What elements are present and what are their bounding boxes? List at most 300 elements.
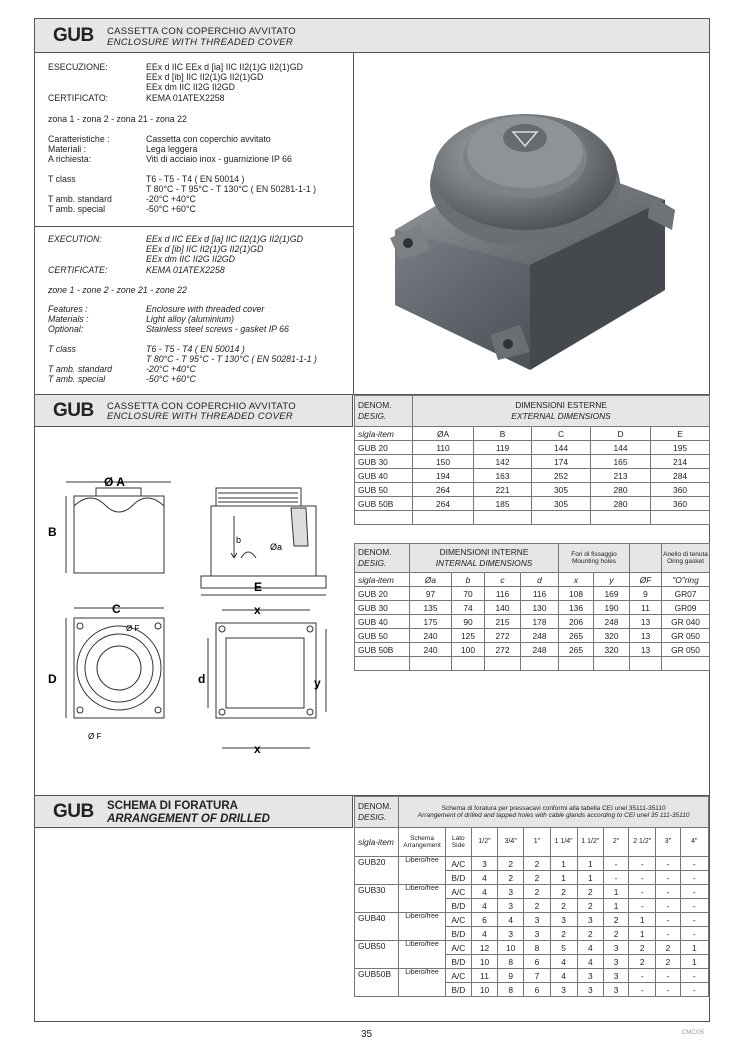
oring-cell bbox=[662, 544, 710, 573]
table-cell: 3 bbox=[550, 983, 577, 997]
drill-note-it: Schema di foratura per pressacavi conformi alla tabella CEI unel 35111-35110 bbox=[441, 804, 666, 812]
col-header: sigla-item bbox=[355, 427, 413, 441]
table-cell: 3 bbox=[550, 913, 577, 927]
holes-en: Mounting holes bbox=[571, 558, 617, 565]
table-cell: GUB 30 bbox=[355, 455, 413, 469]
table-cell: GUB 50 bbox=[355, 483, 413, 497]
table-cell: - bbox=[680, 899, 708, 913]
table-cell: 280 bbox=[591, 497, 651, 511]
table-cell: 3 bbox=[603, 955, 628, 969]
table-cell: 284 bbox=[651, 469, 710, 483]
table-cell: 2 bbox=[629, 955, 656, 969]
table-row bbox=[355, 587, 710, 601]
table-cell: 305 bbox=[532, 497, 591, 511]
dim-a: Ø A bbox=[104, 475, 125, 489]
table-cell: 272 bbox=[485, 629, 521, 643]
table-cell: - bbox=[656, 857, 680, 871]
page-number: 35 bbox=[361, 1029, 373, 1040]
col-header: "O"ring bbox=[662, 573, 710, 587]
table-cell: 2 bbox=[577, 927, 603, 941]
internal-dimensions-table bbox=[354, 543, 710, 671]
label: Materiali : bbox=[48, 144, 87, 154]
table-cell: 264 bbox=[413, 483, 474, 497]
table-cell: 2 bbox=[629, 941, 656, 955]
table-cell: 240 bbox=[410, 643, 452, 657]
value: Enclosure with threaded cover bbox=[146, 304, 265, 314]
table-cell: 108 bbox=[559, 587, 594, 601]
int-title-en: INTERNAL DIMENSIONS bbox=[435, 558, 533, 568]
technical-drawing bbox=[36, 428, 352, 793]
table-cell: 213 bbox=[591, 469, 651, 483]
table-cell: - bbox=[656, 983, 680, 997]
zone-text: zona 1 - zona 2 - zona 21 - zona 22 bbox=[48, 114, 187, 124]
denom-label: DENOM. bbox=[358, 801, 392, 811]
table-cell: 3 bbox=[603, 983, 628, 997]
dim-b: B bbox=[48, 525, 57, 539]
table-cell: 2 bbox=[498, 871, 524, 885]
value: -50°C +60°C bbox=[146, 374, 196, 384]
table-cell: 97 bbox=[410, 587, 452, 601]
table-cell: - bbox=[656, 885, 680, 899]
title-it: CASSETTA CON COPERCHIO AVVITATO bbox=[107, 26, 296, 37]
value: T 80°C - T 95°C - T 130°C ( EN 50281-1-1 ) bbox=[146, 184, 317, 194]
table-cell: 8 bbox=[524, 941, 550, 955]
table-cell: 215 bbox=[485, 615, 521, 629]
table-cell: 150 bbox=[413, 455, 474, 469]
spec-english bbox=[48, 234, 348, 394]
table-cell: 110 bbox=[413, 441, 474, 455]
table-cell: GR09 bbox=[662, 601, 710, 615]
table-cell: - bbox=[680, 913, 708, 927]
group-name: GUB20 bbox=[355, 857, 399, 885]
ext-title-en: EXTERNAL DIMENSIONS bbox=[511, 411, 611, 421]
divider bbox=[35, 226, 353, 227]
int-title-cell bbox=[410, 544, 559, 573]
label: CERTIFICATE: bbox=[48, 265, 108, 275]
value: Cassetta con coperchio avvitato bbox=[146, 134, 271, 144]
col-header: ØF bbox=[630, 573, 662, 587]
label: Materials : bbox=[48, 314, 89, 324]
table-cell: 100 bbox=[452, 643, 485, 657]
table-cell: 125 bbox=[452, 629, 485, 643]
col-header: 2" bbox=[603, 828, 628, 857]
table-cell: 240 bbox=[410, 629, 452, 643]
table-cell: 142 bbox=[474, 455, 532, 469]
table-cell: - bbox=[680, 927, 708, 941]
oring-it: Anello di tenuta bbox=[663, 550, 708, 558]
col-header: ØA bbox=[413, 427, 474, 441]
table-cell: 135 bbox=[410, 601, 452, 615]
table-cell: 6 bbox=[524, 955, 550, 969]
table-cell: 119 bbox=[474, 441, 532, 455]
table-cell: GR 050 bbox=[662, 629, 710, 643]
table-cell: 1 bbox=[629, 913, 656, 927]
group-schema: Libero/free bbox=[399, 885, 445, 913]
table-cell: 1 bbox=[550, 871, 577, 885]
table-cell: 2 bbox=[498, 857, 524, 871]
table-cell: 169 bbox=[594, 587, 630, 601]
table-cell: 3 bbox=[498, 885, 524, 899]
table-cell: 175 bbox=[410, 615, 452, 629]
drill-note-en: Arrangement of drilled and tapped holes with cable glands according to CEI unel 35 111-35110 bbox=[417, 812, 690, 819]
table-cell: 4 bbox=[471, 927, 497, 941]
table-cell: 221 bbox=[474, 483, 532, 497]
int-title-it: DIMENSIONI INTERNE bbox=[439, 547, 529, 557]
group-schema: Libero/free bbox=[399, 969, 445, 997]
table-cell: 136 bbox=[559, 601, 594, 615]
value: EEx dm IIC II2G II2GD bbox=[146, 82, 235, 92]
value: Stainless steel screws - gasket IP 66 bbox=[146, 324, 289, 334]
col-header: x bbox=[559, 573, 594, 587]
table-cell: 174 bbox=[532, 455, 591, 469]
table-cell: - bbox=[629, 857, 656, 871]
table-cell: - bbox=[680, 983, 708, 997]
drill-note-cell bbox=[399, 797, 709, 828]
table-row bbox=[355, 941, 709, 955]
table-cell: 13 bbox=[630, 615, 662, 629]
table-cell: B/D bbox=[445, 899, 471, 913]
dim-d: D bbox=[48, 672, 57, 686]
table-cell: - bbox=[629, 969, 656, 983]
table-cell: 4 bbox=[498, 913, 524, 927]
table-cell: GUB 50 bbox=[355, 629, 410, 643]
table-cell: 2 bbox=[656, 941, 680, 955]
table-cell: 1 bbox=[680, 955, 708, 969]
table-cell: 165 bbox=[591, 455, 651, 469]
table-cell: - bbox=[656, 913, 680, 927]
value: EEx dm IIC II2G II2GD bbox=[146, 254, 235, 264]
table-cell: 140 bbox=[485, 601, 521, 615]
table-row bbox=[355, 455, 710, 469]
value: EEx d [ib] IIC II2(1)G II2(1)GD bbox=[146, 244, 264, 254]
table-cell: 2 bbox=[577, 885, 603, 899]
table-cell: 265 bbox=[559, 643, 594, 657]
table-cell: - bbox=[680, 871, 708, 885]
table-cell: 130 bbox=[521, 601, 559, 615]
table-cell: - bbox=[656, 927, 680, 941]
dim-ao: Øa bbox=[270, 542, 283, 552]
table-cell: GR 040 bbox=[662, 615, 710, 629]
col-header: sigla-item bbox=[355, 573, 410, 587]
section-header-drilling bbox=[35, 796, 353, 828]
dim-y: y bbox=[314, 676, 321, 690]
table-cell: - bbox=[680, 969, 708, 983]
table-cell: - bbox=[629, 899, 656, 913]
table-cell: 74 bbox=[452, 601, 485, 615]
table-cell: 2 bbox=[577, 899, 603, 913]
value: EEx d IIC EEx d [ia] IIC II2(1)G II2(1)GD bbox=[146, 234, 303, 244]
table-cell: 3 bbox=[577, 913, 603, 927]
table-cell: - bbox=[656, 871, 680, 885]
table-row bbox=[355, 601, 710, 615]
table-cell: GUB 50B bbox=[355, 643, 410, 657]
table-cell: 10 bbox=[498, 941, 524, 955]
table-cell: 4 bbox=[471, 871, 497, 885]
value: Lega leggera bbox=[146, 144, 198, 154]
col-header: c bbox=[485, 573, 521, 587]
table-row bbox=[355, 857, 709, 871]
table-cell: 248 bbox=[521, 643, 559, 657]
table-row bbox=[355, 469, 710, 483]
group-name: GUB40 bbox=[355, 913, 399, 941]
table-row bbox=[355, 643, 710, 657]
table-cell: 116 bbox=[521, 587, 559, 601]
table-cell: 1 bbox=[577, 857, 603, 871]
table-cell: 6 bbox=[524, 983, 550, 997]
dim-e: E bbox=[254, 580, 263, 594]
denom-label: DENOM. bbox=[358, 400, 392, 410]
section-header-enclosure bbox=[35, 19, 709, 53]
table-cell: 10 bbox=[471, 955, 497, 969]
value: KEMA 01ATEX2258 bbox=[146, 93, 225, 103]
dim-f2: Ø F bbox=[88, 732, 102, 741]
table-cell: GR07 bbox=[662, 587, 710, 601]
table-cell: 11 bbox=[630, 601, 662, 615]
value: -50°C +60°C bbox=[146, 204, 196, 214]
table-cell: 2 bbox=[524, 857, 550, 871]
table-cell: 8 bbox=[498, 955, 524, 969]
col-header: 1" bbox=[524, 828, 550, 857]
section-header-dimensions bbox=[35, 395, 353, 427]
table-cell: 2 bbox=[524, 885, 550, 899]
table-cell: - bbox=[656, 969, 680, 983]
col-header: 3" bbox=[656, 828, 680, 857]
col-header: 2 1/2" bbox=[629, 828, 656, 857]
table-cell: 1 bbox=[603, 899, 628, 913]
product-code: GUB bbox=[53, 801, 94, 822]
table-cell: GUB 40 bbox=[355, 469, 413, 483]
label: A richiesta: bbox=[48, 154, 92, 164]
table-cell: 214 bbox=[651, 455, 710, 469]
table-cell: B/D bbox=[445, 871, 471, 885]
col-header: sigla-item bbox=[355, 828, 399, 857]
value: Light alloy (aluminium) bbox=[146, 314, 235, 324]
label: CERTIFICATO: bbox=[48, 93, 109, 103]
title-it: SCHEMA DI FORATURA bbox=[107, 800, 238, 812]
table-cell: 3 bbox=[498, 899, 524, 913]
col-header: D bbox=[591, 427, 651, 441]
table-cell: GUB 40 bbox=[355, 615, 410, 629]
spec-italian bbox=[48, 62, 348, 222]
table-cell: 7 bbox=[524, 969, 550, 983]
table-cell: GR 050 bbox=[662, 643, 710, 657]
dim-x: x bbox=[254, 603, 261, 617]
value: -20°C +40°C bbox=[146, 364, 196, 374]
drilling-table bbox=[354, 796, 709, 997]
table-cell: 12 bbox=[471, 941, 497, 955]
title-en: ARRANGEMENT OF DRILLED bbox=[107, 813, 270, 825]
table-cell: 4 bbox=[550, 955, 577, 969]
col-header: Øa bbox=[410, 573, 452, 587]
label: ESECUZIONE: bbox=[48, 62, 108, 72]
col-header: y bbox=[594, 573, 630, 587]
table-cell: 163 bbox=[474, 469, 532, 483]
table-cell: 3 bbox=[524, 913, 550, 927]
dim-f: Ø F bbox=[126, 624, 140, 633]
table-cell: 265 bbox=[559, 629, 594, 643]
table-cell: 2 bbox=[603, 913, 628, 927]
value: T 80°C - T 95°C - T 130°C ( EN 50281-1-1 ) bbox=[146, 354, 317, 364]
label: T amb. special bbox=[48, 204, 106, 214]
table-cell: 3 bbox=[577, 983, 603, 997]
table-cell: - bbox=[603, 857, 628, 871]
table-cell: 116 bbox=[485, 587, 521, 601]
product-photo bbox=[380, 90, 680, 380]
table-cell: GUB 50B bbox=[355, 497, 413, 511]
label: T amb. standard bbox=[48, 194, 112, 204]
table-cell: 360 bbox=[651, 497, 710, 511]
table-cell: B/D bbox=[445, 927, 471, 941]
group-name: GUB30 bbox=[355, 885, 399, 913]
table-cell: 9 bbox=[498, 969, 524, 983]
col-header: Lato Side bbox=[445, 828, 471, 857]
table-cell: A/C bbox=[445, 885, 471, 899]
title-it: CASSETTA CON COPERCHIO AVVITATO bbox=[107, 401, 296, 412]
table-cell: GUB 30 bbox=[355, 601, 410, 615]
table-cell: 178 bbox=[521, 615, 559, 629]
value: Viti di acciaio inox - guarnizione IP 66 bbox=[146, 154, 292, 164]
table-cell: 144 bbox=[591, 441, 651, 455]
col-header: C bbox=[532, 427, 591, 441]
holes-cell bbox=[559, 544, 630, 573]
dim-dd: d bbox=[198, 672, 206, 686]
table-cell: 4 bbox=[471, 885, 497, 899]
denom-label: DENOM. bbox=[358, 547, 392, 557]
table-cell: 280 bbox=[591, 483, 651, 497]
product-code: GUB bbox=[53, 400, 94, 421]
zone-text: zone 1 - zone 2 - zone 21 - zone 22 bbox=[48, 285, 187, 295]
table-cell: 3 bbox=[471, 857, 497, 871]
value: KEMA 01ATEX2258 bbox=[146, 265, 225, 275]
table-cell: A/C bbox=[445, 913, 471, 927]
table-cell: 3 bbox=[603, 969, 628, 983]
table-cell: 194 bbox=[413, 469, 474, 483]
table-cell: 3 bbox=[577, 969, 603, 983]
table-cell: 195 bbox=[651, 441, 710, 455]
title-en: ENCLOSURE WITH THREADED COVER bbox=[107, 37, 294, 48]
col-header: 4" bbox=[680, 828, 708, 857]
table-cell: 144 bbox=[532, 441, 591, 455]
table-cell: A/C bbox=[445, 857, 471, 871]
group-name: GUB50B bbox=[355, 969, 399, 997]
ext-title-cell bbox=[413, 396, 710, 427]
group-name: GUB50 bbox=[355, 941, 399, 969]
product-code: GUB bbox=[53, 25, 94, 46]
table-cell: 6 bbox=[471, 913, 497, 927]
group-schema: Libero/free bbox=[399, 941, 445, 969]
value: -20°C +40°C bbox=[146, 194, 196, 204]
table-cell: 2 bbox=[603, 927, 628, 941]
external-dimensions-table bbox=[354, 395, 710, 525]
ext-title-it: DIMENSIONI ESTERNE bbox=[515, 400, 607, 410]
label: T amb. standard bbox=[48, 364, 113, 374]
table-cell: 3 bbox=[524, 927, 550, 941]
table-cell: 320 bbox=[594, 643, 630, 657]
table-cell: 5 bbox=[550, 941, 577, 955]
table-cell: 248 bbox=[594, 615, 630, 629]
label: T class bbox=[48, 344, 76, 354]
label: T amb. special bbox=[48, 374, 106, 384]
table-cell: 4 bbox=[550, 969, 577, 983]
table-cell: - bbox=[680, 857, 708, 871]
table-cell: 3 bbox=[603, 941, 628, 955]
label: Features : bbox=[48, 304, 88, 314]
table-cell: 1 bbox=[577, 871, 603, 885]
table-cell: - bbox=[656, 899, 680, 913]
table-cell: A/C bbox=[445, 941, 471, 955]
col-header: b bbox=[452, 573, 485, 587]
table-cell: 4 bbox=[577, 955, 603, 969]
dim-x2: x bbox=[254, 742, 261, 756]
table-cell: GUB 20 bbox=[355, 441, 413, 455]
table-cell: - bbox=[603, 871, 628, 885]
table-cell: 2 bbox=[550, 899, 577, 913]
table-cell: 13 bbox=[630, 629, 662, 643]
table-row bbox=[355, 483, 710, 497]
denom-cell bbox=[355, 544, 410, 573]
desig-label: DESIG. bbox=[358, 812, 387, 822]
dim-bb: b bbox=[236, 535, 242, 545]
table-cell: B/D bbox=[445, 983, 471, 997]
col-header: Schema Arrangement bbox=[399, 828, 445, 857]
table-cell: - bbox=[629, 983, 656, 997]
oring-en: Oring gasket bbox=[667, 558, 704, 565]
group-schema: Libero/free bbox=[399, 857, 445, 885]
label: Caratteristiche : bbox=[48, 134, 110, 144]
table-cell: 4 bbox=[577, 941, 603, 955]
table-row bbox=[355, 615, 710, 629]
col-header: B bbox=[474, 427, 532, 441]
table-cell: 185 bbox=[474, 497, 532, 511]
table-row bbox=[355, 969, 709, 983]
holes-it: Fori di fissaggio bbox=[571, 550, 617, 558]
value: T6 - T5 - T4 ( EN 50014 ) bbox=[146, 344, 245, 354]
table-row bbox=[355, 441, 710, 455]
value: EEx d IIC EEx d [ia] IIC II2(1)G II2(1)GD bbox=[146, 62, 303, 72]
denom-cell bbox=[355, 396, 413, 427]
col-header: 1/2" bbox=[471, 828, 497, 857]
dim-c: C bbox=[112, 602, 121, 616]
col-header: 1 1/4" bbox=[550, 828, 577, 857]
label: EXECUTION: bbox=[48, 234, 102, 244]
table-cell: 2 bbox=[524, 899, 550, 913]
col-header: 1 1/2" bbox=[577, 828, 603, 857]
table-cell: 3 bbox=[498, 927, 524, 941]
table-cell: 264 bbox=[413, 497, 474, 511]
table-row bbox=[355, 885, 709, 899]
table-cell: A/C bbox=[445, 969, 471, 983]
table-cell: 248 bbox=[521, 629, 559, 643]
table-cell: 305 bbox=[532, 483, 591, 497]
table-cell: 2 bbox=[550, 885, 577, 899]
table-cell: - bbox=[680, 885, 708, 899]
table-cell: 11 bbox=[471, 969, 497, 983]
table-cell: 2 bbox=[524, 871, 550, 885]
table-cell: 320 bbox=[594, 629, 630, 643]
revision-code: CMC/05 bbox=[682, 1030, 705, 1036]
table-cell: 70 bbox=[452, 587, 485, 601]
table-cell: - bbox=[629, 885, 656, 899]
col-header: E bbox=[651, 427, 710, 441]
table-cell: 252 bbox=[532, 469, 591, 483]
table-cell: 90 bbox=[452, 615, 485, 629]
col-header: d bbox=[521, 573, 559, 587]
table-cell: 1 bbox=[629, 927, 656, 941]
table-cell: 8 bbox=[498, 983, 524, 997]
value: EEx d [ib] IIC II2(1)G II2(1)GD bbox=[146, 72, 264, 82]
col-header: 3/4" bbox=[498, 828, 524, 857]
divider bbox=[353, 53, 354, 394]
